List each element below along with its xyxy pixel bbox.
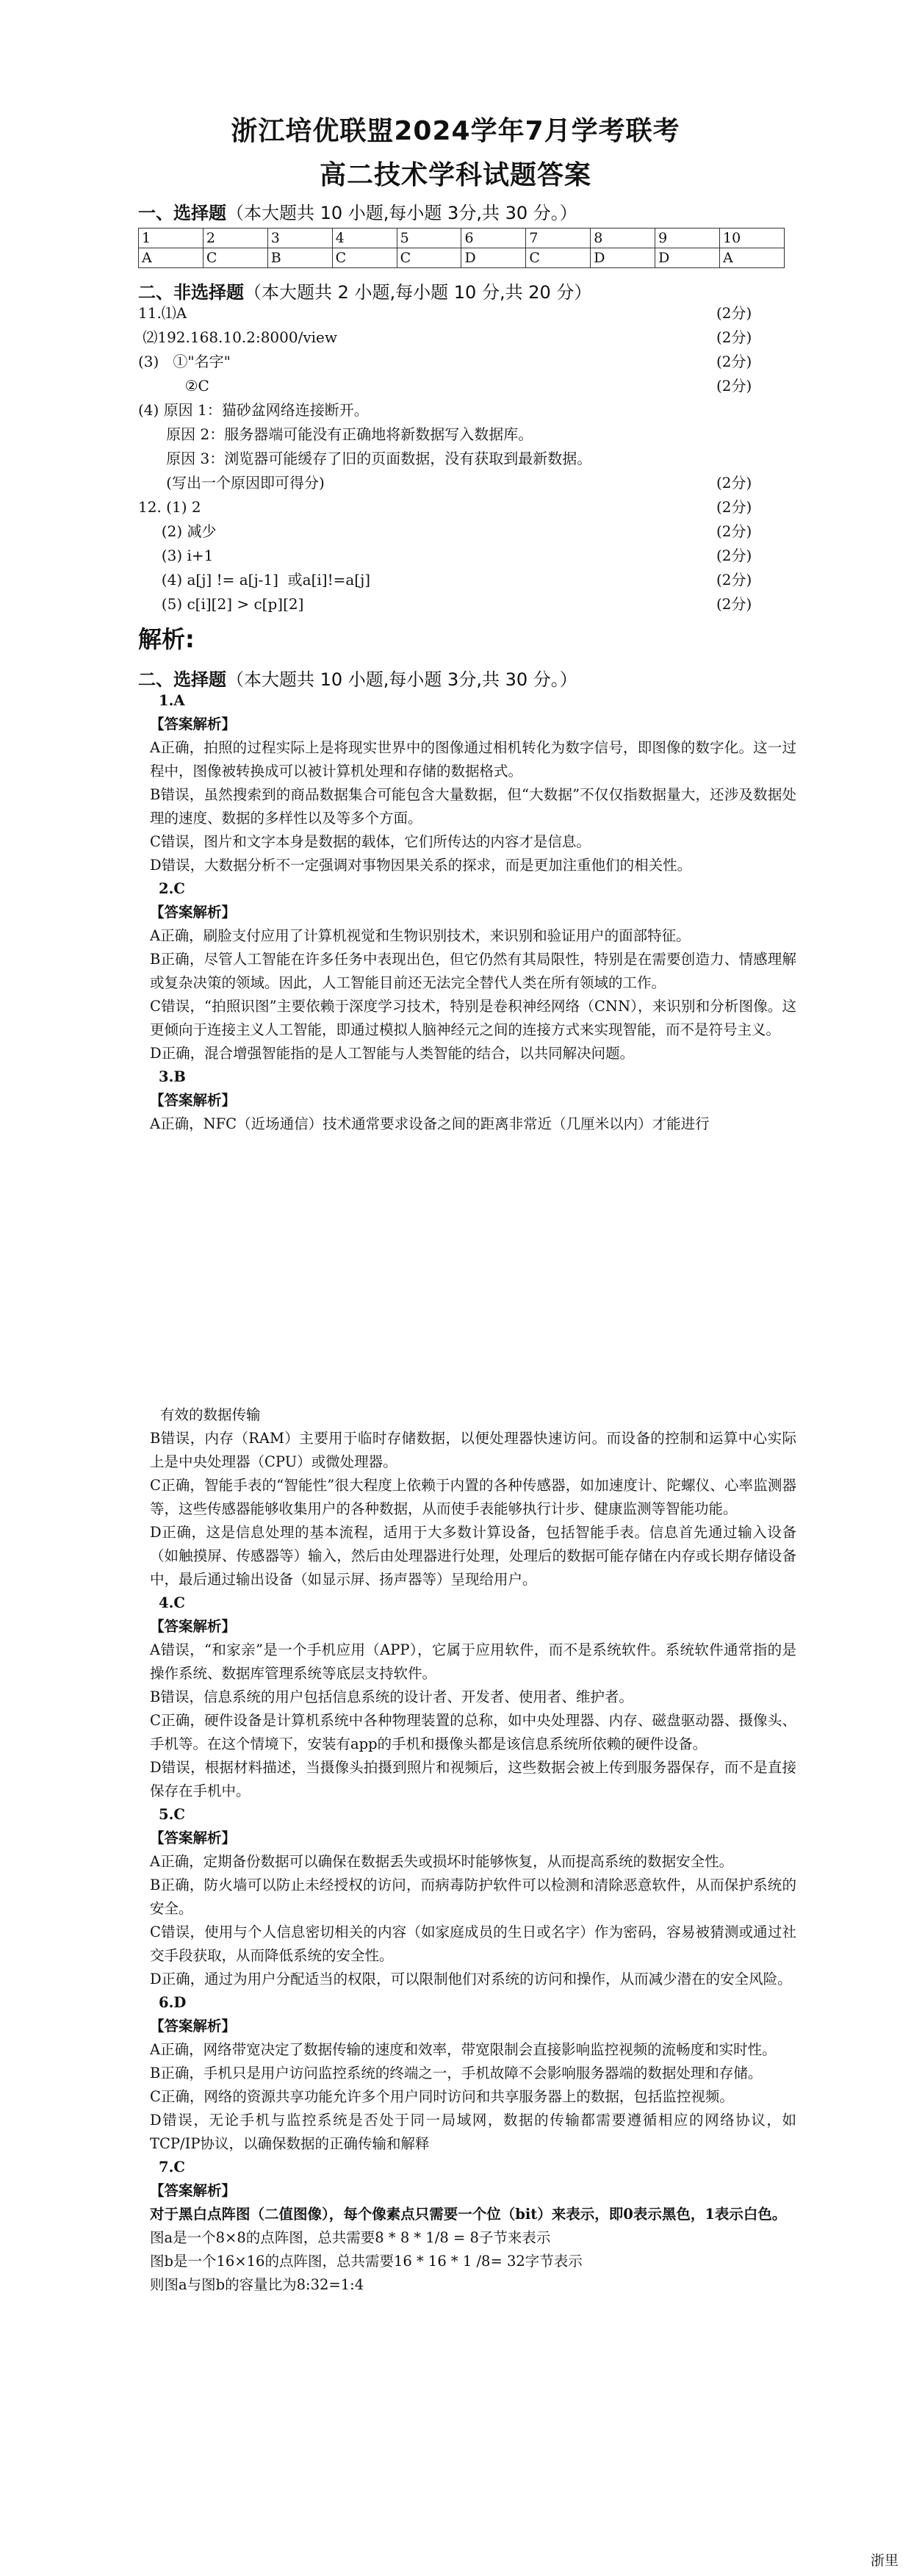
answer-number: 1 <box>139 229 204 248</box>
answer-row <box>138 325 799 350</box>
answer-row <box>138 519 799 544</box>
analysis-line: A正确，NFC（近场通信）技术通常要求设备之间的距离非常近（几厘米以内）才能进行 <box>150 1115 710 1132</box>
answer-row-text: (3) i+1 <box>138 547 214 564</box>
answer-value: D <box>461 248 526 268</box>
analysis-line: B正确，尽管人工智能在许多任务中表现出色，但它仍然有其局限性，特别是在需要创造力、情感理解或复杂决策的领域。因此，人工智能目前还无法完全替代人类在所有领域的工作。 <box>150 951 796 991</box>
analysis-line: C正确，硬件设备是计算机系统中各种物理装置的总称，如中央处理器、内存、磁盘驱动器、摄像头、手机等。在这个情境下，安装有app的手机和摄像头都是该信息系统所依赖的硬件设备。 <box>150 1712 796 1752</box>
answer-row-text: ⑵192.168.10.2:8000/view <box>138 328 337 346</box>
analysis-heading: 解析: <box>138 625 195 653</box>
analysis-bold-line: 对于黑白点阵图（二值图像），每个像素点只需要一个位（bit）来表示，即0表示黑色，1表示白色。 <box>150 2206 787 2223</box>
section1-detail: （本大题共 10 小题,每小题 3分,共 30 分。） <box>226 203 577 223</box>
analysis-line: C正确，网络的资源共享功能允许多个用户同时访问和共享服务器上的数据，包括监控视频。 <box>150 2088 734 2105</box>
answer-row-score: (2分) <box>716 304 752 322</box>
answer-value: B <box>267 248 332 268</box>
analysis-line: B错误，虽然搜索到的商品数据集合可能包含大量数据，但“大数据”不仅仅指数据量大，还涉及数据处理的速度、数据的多样性以及等多个方面。 <box>150 786 796 827</box>
answer-analysis-tag: 【答案解析】 <box>150 2182 237 2199</box>
analysis-line: D正确，混合增强智能指的是人工智能与人类智能的结合，以共同解决问题。 <box>150 1045 635 1062</box>
answer-row-text: (5) c[i][2] > c[p][2] <box>138 595 304 613</box>
analysis-line: 有效的数据传输 <box>160 1406 261 1423</box>
analysis-part-1 <box>150 689 796 1136</box>
question-number: 2.C <box>159 880 185 897</box>
answer-row <box>138 568 799 592</box>
answer-analysis-tag: 【答案解析】 <box>150 904 237 921</box>
answer-analysis-tag: 【答案解析】 <box>150 1092 237 1109</box>
analysis-line: B错误，内存（RAM）主要用于临时存储数据，以便处理器快速访问。而设备的控制和运算中心实际上是中央处理器（CPU）或微处理器。 <box>150 1430 796 1470</box>
answer-value: D <box>655 248 720 268</box>
answer-row <box>138 350 799 374</box>
analysis-section-label: 二、选择题 <box>138 669 226 690</box>
answer-table <box>138 228 785 268</box>
answer-row-text: (3) ①"名字" <box>138 353 231 370</box>
section2-heading <box>138 278 591 303</box>
analysis-line: C正确，智能手表的“智能性”很大程度上依赖于内置的各种传感器，如加速度计、陀螺仪、心率监测器等，这些传感器能够收集用户的各种数据，从而使手表能够执行计步、健康监测等智能功能。 <box>150 1477 796 1517</box>
analysis-line: 图b是一个16×16的点阵图，总共需要16 * 16 * 1 /8= 32字节表示 <box>150 2253 583 2270</box>
question-number: 5.C <box>159 1806 185 1823</box>
answer-analysis-tag: 【答案解析】 <box>150 716 237 733</box>
answer-number: 3 <box>267 229 332 248</box>
analysis-line: B正确，手机只是用户访问监控系统的终端之一，手机故障不会影响服务器端的数据处理和存储。 <box>150 2065 763 2082</box>
analysis-line: B错误，信息系统的用户包括信息系统的设计者、开发者、使用者、维护者。 <box>150 1688 633 1705</box>
question-number: 4.C <box>159 1594 185 1611</box>
answer-row <box>138 495 799 519</box>
question-number: 7.C <box>159 2159 185 2176</box>
answer-analysis-tag: 【答案解析】 <box>150 2018 237 2034</box>
answer-row-text: 12. (1) 2 <box>138 498 201 516</box>
answer-row-score: (2分) <box>716 328 752 346</box>
answer-row <box>138 374 799 398</box>
answer-row-text: (4) a[j] != a[j-1] 或a[i]!=a[j] <box>138 571 371 589</box>
answer-row-text: 原因 3：浏览器可能缓存了旧的页面数据，没有获取到最新数据。 <box>138 450 592 467</box>
answer-row-text: (写出一个原因即可得分) <box>138 474 325 492</box>
analysis-line: A错误，“和家亲”是一个手机应用（APP），它属于应用软件，而不是系统软件。系统软件通常指的是操作系统、数据库管理系统等底层支持软件。 <box>150 1641 796 1682</box>
analysis-line: D错误，根据材料描述，当摄像头拍摄到照片和视频后，这些数据会被上传到服务器保存，而不是直接保存在手机中。 <box>150 1759 796 1799</box>
analysis-line: 则图a与图b的容量比为8:32=1:4 <box>150 2276 364 2293</box>
section2-detail: （本大题共 2 小题,每小题 10 分,共 20 分） <box>244 282 592 303</box>
answer-number: 5 <box>397 229 461 248</box>
answer-row-score: (2分) <box>716 547 752 564</box>
answer-row-text: ②C <box>138 377 209 395</box>
answer-row-score: (2分) <box>716 595 752 613</box>
answer-row <box>138 422 799 447</box>
answer-number: 4 <box>332 229 397 248</box>
answer-row-score: (2分) <box>716 571 752 589</box>
answer-row-text: (2) 减少 <box>138 522 217 540</box>
answer-table-answers-row <box>139 248 785 268</box>
answer-row-score: (2分) <box>716 474 752 492</box>
section1-label: 一、选择题 <box>138 203 226 223</box>
section2-answers <box>138 301 799 616</box>
answer-row-score: (2分) <box>716 377 752 395</box>
answer-number: 9 <box>655 229 720 248</box>
analysis-line: A正确，定期备份数据可以确保在数据丢失或损坏时能够恢复，从而提高系统的数据安全性。 <box>150 1853 734 1870</box>
analysis-section-heading <box>138 665 577 691</box>
exam-subtitle: 高二技术学科试题答案 <box>319 160 591 190</box>
answer-row-text: (4) 原因 1：猫砂盆网络连接断开。 <box>138 401 369 419</box>
answer-row <box>138 447 799 471</box>
answer-row <box>138 301 799 325</box>
analysis-line: C错误，图片和文字本身是数据的载体，它们所传达的内容才是信息。 <box>150 833 591 850</box>
analysis-line: D正确，这是信息处理的基本流程，适用于大多数计算设备，包括智能手表。信息首先通过输入设备（如触摸屏、传感器等）输入，然后由处理器进行处理，处理后的数据可能存储在内存或长期存储设备中，最后通过输出设备（如显示屏、扬声器等）呈现给用户。 <box>150 1524 796 1588</box>
answer-row <box>138 398 799 422</box>
answer-row <box>138 471 799 495</box>
question-number: 6.D <box>159 1994 187 2011</box>
exam-title: 浙江培优联盟2024学年7月学考联考 <box>231 116 680 146</box>
answer-row-score: (2分) <box>716 353 752 370</box>
answer-number: 10 <box>720 229 785 248</box>
answer-number: 8 <box>591 229 655 248</box>
analysis-line: D错误，无论手机与监控系统是否处于同一局域网，数据的传输都需要遵循相应的网络协议，如TCP/IP协议，以确保数据的正确传输和解释 <box>150 2112 796 2152</box>
analysis-line: A正确，刷脸支付应用了计算机视觉和生物识别技术，来识别和验证用户的面部特征。 <box>150 927 691 944</box>
answer-value: A <box>139 248 204 268</box>
analysis-line: 图a是一个8×8的点阵图，总共需要8 * 8 * 1/8 = 8子节来表示 <box>150 2229 551 2246</box>
section2-label: 二、非选择题 <box>138 282 244 303</box>
analysis-line: C错误，使用与个人信息密切相关的内容（如家庭成员的生日或名字）作为密码，容易被猜测或通过社交手段获取，从而降低系统的安全性。 <box>150 1924 796 1964</box>
analysis-line: A正确，网络带宽决定了数据传输的速度和效率，带宽限制会直接影响监控视频的流畅度和实时性。 <box>150 2041 777 2058</box>
analysis-line: D错误，大数据分析不一定强调对事物因果关系的探求，而是更加注重他们的相关性。 <box>150 857 692 874</box>
answer-row-text: 11.⑴A <box>138 304 187 322</box>
answer-number: 6 <box>461 229 526 248</box>
answer-value: D <box>591 248 655 268</box>
answer-number: 2 <box>203 229 267 248</box>
analysis-line: B正确，防火墙可以防止未经授权的访问，而病毒防护软件可以检测和清除恶意软件，从而保护系统的安全。 <box>150 1877 796 1917</box>
answer-value: C <box>203 248 267 268</box>
answer-value: C <box>526 248 591 268</box>
answer-row <box>138 592 799 616</box>
answer-analysis-tag: 【答案解析】 <box>150 1618 237 1635</box>
analysis-section-detail: （本大题共 10 小题,每小题 3分,共 30 分。） <box>226 669 577 690</box>
question-number: 1.A <box>159 692 185 709</box>
analysis-line: C错误，“拍照识图”主要依赖于深度学习技术，特别是卷积神经网络（CNN），来识别和分析图像。这更倾向于连接主义人工智能，即通过模拟人脑神经元之间的连接方式来实现智能，而不是符号主义。 <box>150 998 796 1038</box>
analysis-line: D正确，通过为用户分配适当的权限，可以限制他们对系统的访问和操作，从而减少潜在的安全风险。 <box>150 1971 792 1987</box>
footer-signature: 浙里 <box>871 2552 899 2569</box>
answer-number: 7 <box>526 229 591 248</box>
answer-value: C <box>332 248 397 268</box>
answer-row <box>138 544 799 568</box>
answer-row-score: (2分) <box>716 522 752 540</box>
answer-value: C <box>397 248 461 268</box>
question-number: 3.B <box>159 1068 186 1085</box>
answer-analysis-tag: 【答案解析】 <box>150 1830 237 1846</box>
answer-row-score: (2分) <box>716 498 752 516</box>
answer-value: A <box>720 248 785 268</box>
answer-table-numbers-row <box>139 229 785 248</box>
analysis-line: A正确，拍照的过程实际上是将现实世界中的图像通过相机转化为数字信号，即图像的数字化。这一过程中，图像被转换成可以被计算机处理和存储的数据格式。 <box>150 739 796 780</box>
answer-row-text: 原因 2：服务器端可能没有正确地将新数据写入数据库。 <box>138 425 533 443</box>
section1-heading <box>138 198 577 224</box>
analysis-part-2 <box>150 1403 796 2297</box>
